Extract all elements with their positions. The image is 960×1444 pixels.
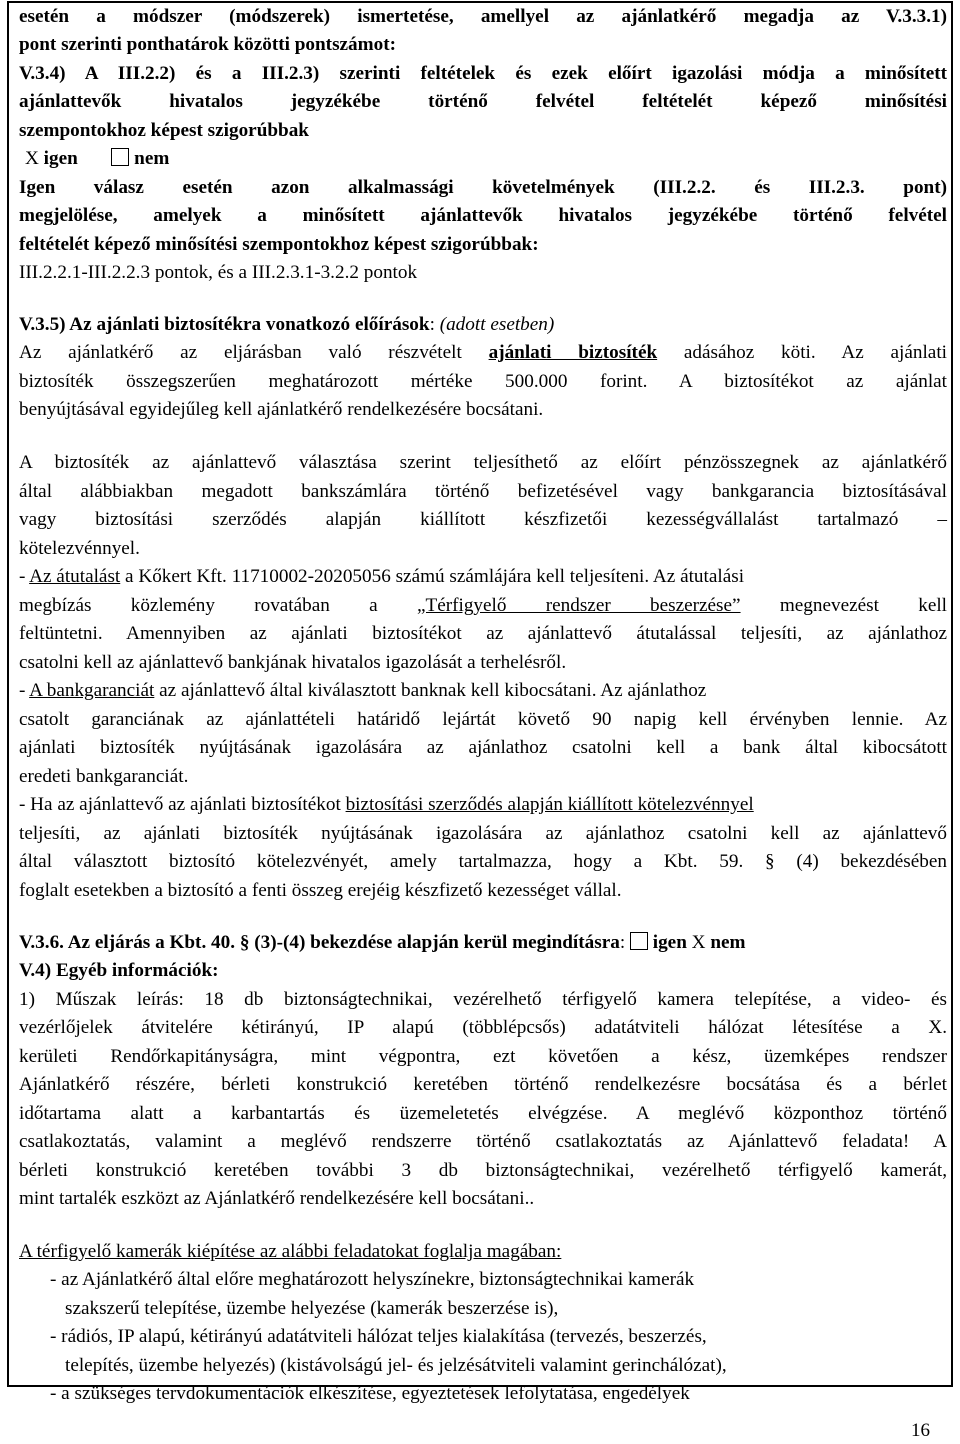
guarantee-line-3: benyújtásával egyidejűleg kell ajánlatkérő rendelkezésére bocsátani.: [19, 399, 544, 420]
procedure-nem-mark: X: [691, 932, 706, 953]
qualification-line-8: megjelölése, amelyek a minősített ajánlattevők hivatalos jegyzékébe történő felvétel: [19, 205, 947, 226]
insurance-term: biztosítási szerződés alapján kiállított kötelezvénnyel: [345, 794, 754, 815]
procedure-heading-title: V.3.6. Az eljárás a Kbt. 40. § (3)-(4) bekezdése alapján kerül megindításra: [19, 932, 620, 953]
transfer-dash: -: [19, 566, 30, 587]
other-info-line-3: kerületi Rendőrkapitányságra, mint végpontra, ezt követően a kész, üzemképes rendszer: [19, 1046, 947, 1067]
cameras-heading: A térfigyelő kamerák kiépítése az alábbi feladatokat foglalja magában:: [19, 1241, 562, 1262]
payment-line-4: kötelezvénnyel.: [19, 538, 140, 559]
payment-line-1: A biztosíték az ajánlattevő választása szerint teljesíthető az előírt pénzösszegnek az ajánlatkérő: [19, 452, 947, 473]
other-info-line-8: mint tartalék eszközt az Ajánlatkérő rendelkezésére kell bocsátani..: [19, 1188, 535, 1209]
insurance-line-1-pre: - Ha az ajánlattevő az ajánlati biztosítékot: [19, 794, 346, 815]
guarantee-heading-title: V.3.5) Az ajánlati biztosítékra vonatkozó előírások: [19, 314, 430, 335]
guarantee-heading: [19, 314, 947, 336]
cameras-item-2: - rádiós, IP alapú, kétirányú adatátviteli hálózat teljes kialakítása (tervezés, beszerzés,: [50, 1326, 707, 1347]
page-number: 16: [911, 1420, 930, 1441]
transfer-line-4: csatolni kell az ajánlattevő bankjának hivatalos igazolását a terhelésről.: [19, 652, 567, 673]
procedure-igen-checkbox-icon: [630, 932, 648, 950]
qualification-line-3: V.3.4) A III.2.2) és a III.2.3) szerinti feltételek és ezek előírt igazolási módja a minősített: [19, 63, 947, 84]
procedure-igen-label: igen: [652, 932, 687, 953]
qualification-line-7: Igen válasz esetén azon alkalmassági követelmények (III.2.2. és III.2.3. pont): [19, 177, 947, 198]
other-info-line-5: időtartama alatt a karbantartás és üzemeletetés elvégzése. A meglévő központhoz történő: [19, 1103, 947, 1124]
cameras-item-1-cont: szakszerű telepítése, üzembe helyezése (kamerák beszerzése is),: [65, 1298, 559, 1319]
qualification-line-9: feltételét képező minősítési szempontokhoz képest szigorúbbak:: [19, 234, 539, 255]
qualification-line-5: szempontokhoz képest szigorúbbak: [19, 120, 309, 141]
guarantee-line-1: [19, 342, 947, 364]
guarantee-heading-colon: :: [429, 314, 435, 335]
transfer-line-1: [19, 566, 947, 588]
bank-dash: -: [19, 680, 30, 701]
other-info-line-6: csatlakoztatás, valamint a meglévő rendszerre történő csatlakoztatás az Ajánlattevő feladata! A: [19, 1131, 947, 1152]
procedure-nem-label: nem: [710, 932, 746, 953]
qualification-line-4: ajánlattevők hivatalos jegyzékébe történő felvétel feltételét képező minősítési: [19, 91, 947, 112]
insurance-line-3: által választott biztosító kötelezvényét, amely tartalmazza, hogy a Kbt. 59. § (4) bekezdésében: [19, 851, 947, 872]
bank-line-1-rest: az ajánlattevő által kiválasztott banknak kell kibocsátani. Az ajánlathoz: [154, 680, 707, 701]
insurance-line-4: foglalt esetekben a biztosító a fenti összeg erejéig készfizető kezességet vállal.: [19, 880, 622, 901]
guarantee-heading-note: (adott esetben): [434, 314, 555, 335]
procedure-heading-colon: :: [619, 932, 626, 953]
guarantee-line-2: biztosíték összegszerűen meghatározott mértéke 500.000 forint. A biztosítékot az ajánlat: [19, 371, 947, 392]
other-info-line-4: Ajánlatkérő részére, bérleti konstrukció keretében történő rendelkezésre bocsátása és a bérlet: [19, 1074, 947, 1095]
transfer-line-2-pre: megbízás közlemény rovatában a: [19, 595, 417, 616]
cameras-item-2-cont: telepítés, üzembe helyezés) (kistávolságú jel- és jelzésátviteli valamint gerinchálózat),: [65, 1355, 727, 1376]
other-info-heading: V.4) Egyéb információk:: [19, 960, 219, 981]
igen-label: igen: [43, 148, 78, 169]
guarantee-line-1-pre: Az ajánlatkérő az eljárásban való részvételt: [19, 342, 489, 363]
insurance-line-2: teljesíti, az ajánlati biztosíték nyújtásának igazolására az ajánlathoz csatolni kell az ajánlattevő: [19, 823, 947, 844]
bank-line-4: eredeti bankgaranciát.: [19, 766, 189, 787]
transfer-line-2: [19, 595, 947, 617]
cameras-item-1: - az Ajánlatkérő által előre meghatározott helyszínekre, biztonságtechnikai kamerák: [50, 1269, 695, 1290]
nem-checkbox-icon: [111, 148, 129, 166]
bank-line-2: csatolt garanciának az ajánlattételi határidő lejártát követő 90 napig kell érvényben lennie. Az: [19, 709, 947, 730]
transfer-line-3: feltüntetni. Amennyiben az ajánlati biztosítékot az ajánlattevő átutalással teljesíti, az ajánlathoz: [19, 623, 947, 644]
qualification-line-2: pont szerinti ponthatárok közötti pontszámot:: [19, 34, 397, 55]
igen-checkbox-mark: X: [25, 148, 39, 169]
procedure-heading: [19, 932, 947, 954]
insurance-line-1: [19, 794, 947, 816]
transfer-line-2-post: megnevezést kell: [740, 595, 947, 616]
transfer-reference: „Térfigyelő rendszer beszerzése”: [416, 595, 741, 616]
bank-line-1: [19, 680, 947, 702]
payment-line-2: által alábbiakban megadott bankszámlára történő befizetésével vagy bankgarancia biztosításával: [19, 481, 947, 502]
qualification-line-1: esetén a módszer (módszerek) ismertetése, amellyel az ajánlatkérő megadja az V.3.3.1): [19, 6, 947, 27]
guarantee-term: ajánlati biztosíték: [488, 342, 658, 363]
other-info-line-7: bérleti konstrukció keretében további 3 db biztonságtechnikai, vezérelhető térfigyelő kamerát,: [19, 1160, 947, 1181]
qualification-line-10: III.2.2.1-III.2.2.3 pontok, és a III.2.3.1-3.2.2 pontok: [19, 262, 418, 283]
cameras-item-3: - a szükséges tervdokumentációk elkészítése, egyeztetések lefolytatása, engedélyek: [50, 1383, 690, 1404]
transfer-term: Az átutalást: [29, 566, 121, 587]
nem-label: nem: [134, 148, 170, 169]
other-info-line-2: vezérlőjelek átvitelére kétirányú, IP alapú (többlépcsős) adatátviteli hálózat létesítése a X.: [19, 1017, 947, 1038]
bank-line-3: ajánlati biztosíték nyújtásának igazolására az ajánlathoz csatolni kell a bank által kibocsátott: [19, 737, 947, 758]
bank-term: A bankgaranciát: [29, 680, 155, 701]
igen-nem-row: [25, 148, 953, 170]
guarantee-line-1-post: adásához köti. Az ajánlati: [657, 342, 947, 363]
other-info-line-1: 1) Műszak leírás: 18 db biztonságtechnikai, vezérelhető térfigyelő kamera telepítése, a video- és: [19, 989, 947, 1010]
transfer-line-1-rest: a Kőkert Kft. 11710002-20205056 számú számlájára kell teljesíteni. Az átutalási: [120, 566, 745, 587]
payment-line-3: vagy biztosítási szerződés alapján kiállított készfizetői kezességvállalást tartalmazó –: [19, 509, 947, 530]
